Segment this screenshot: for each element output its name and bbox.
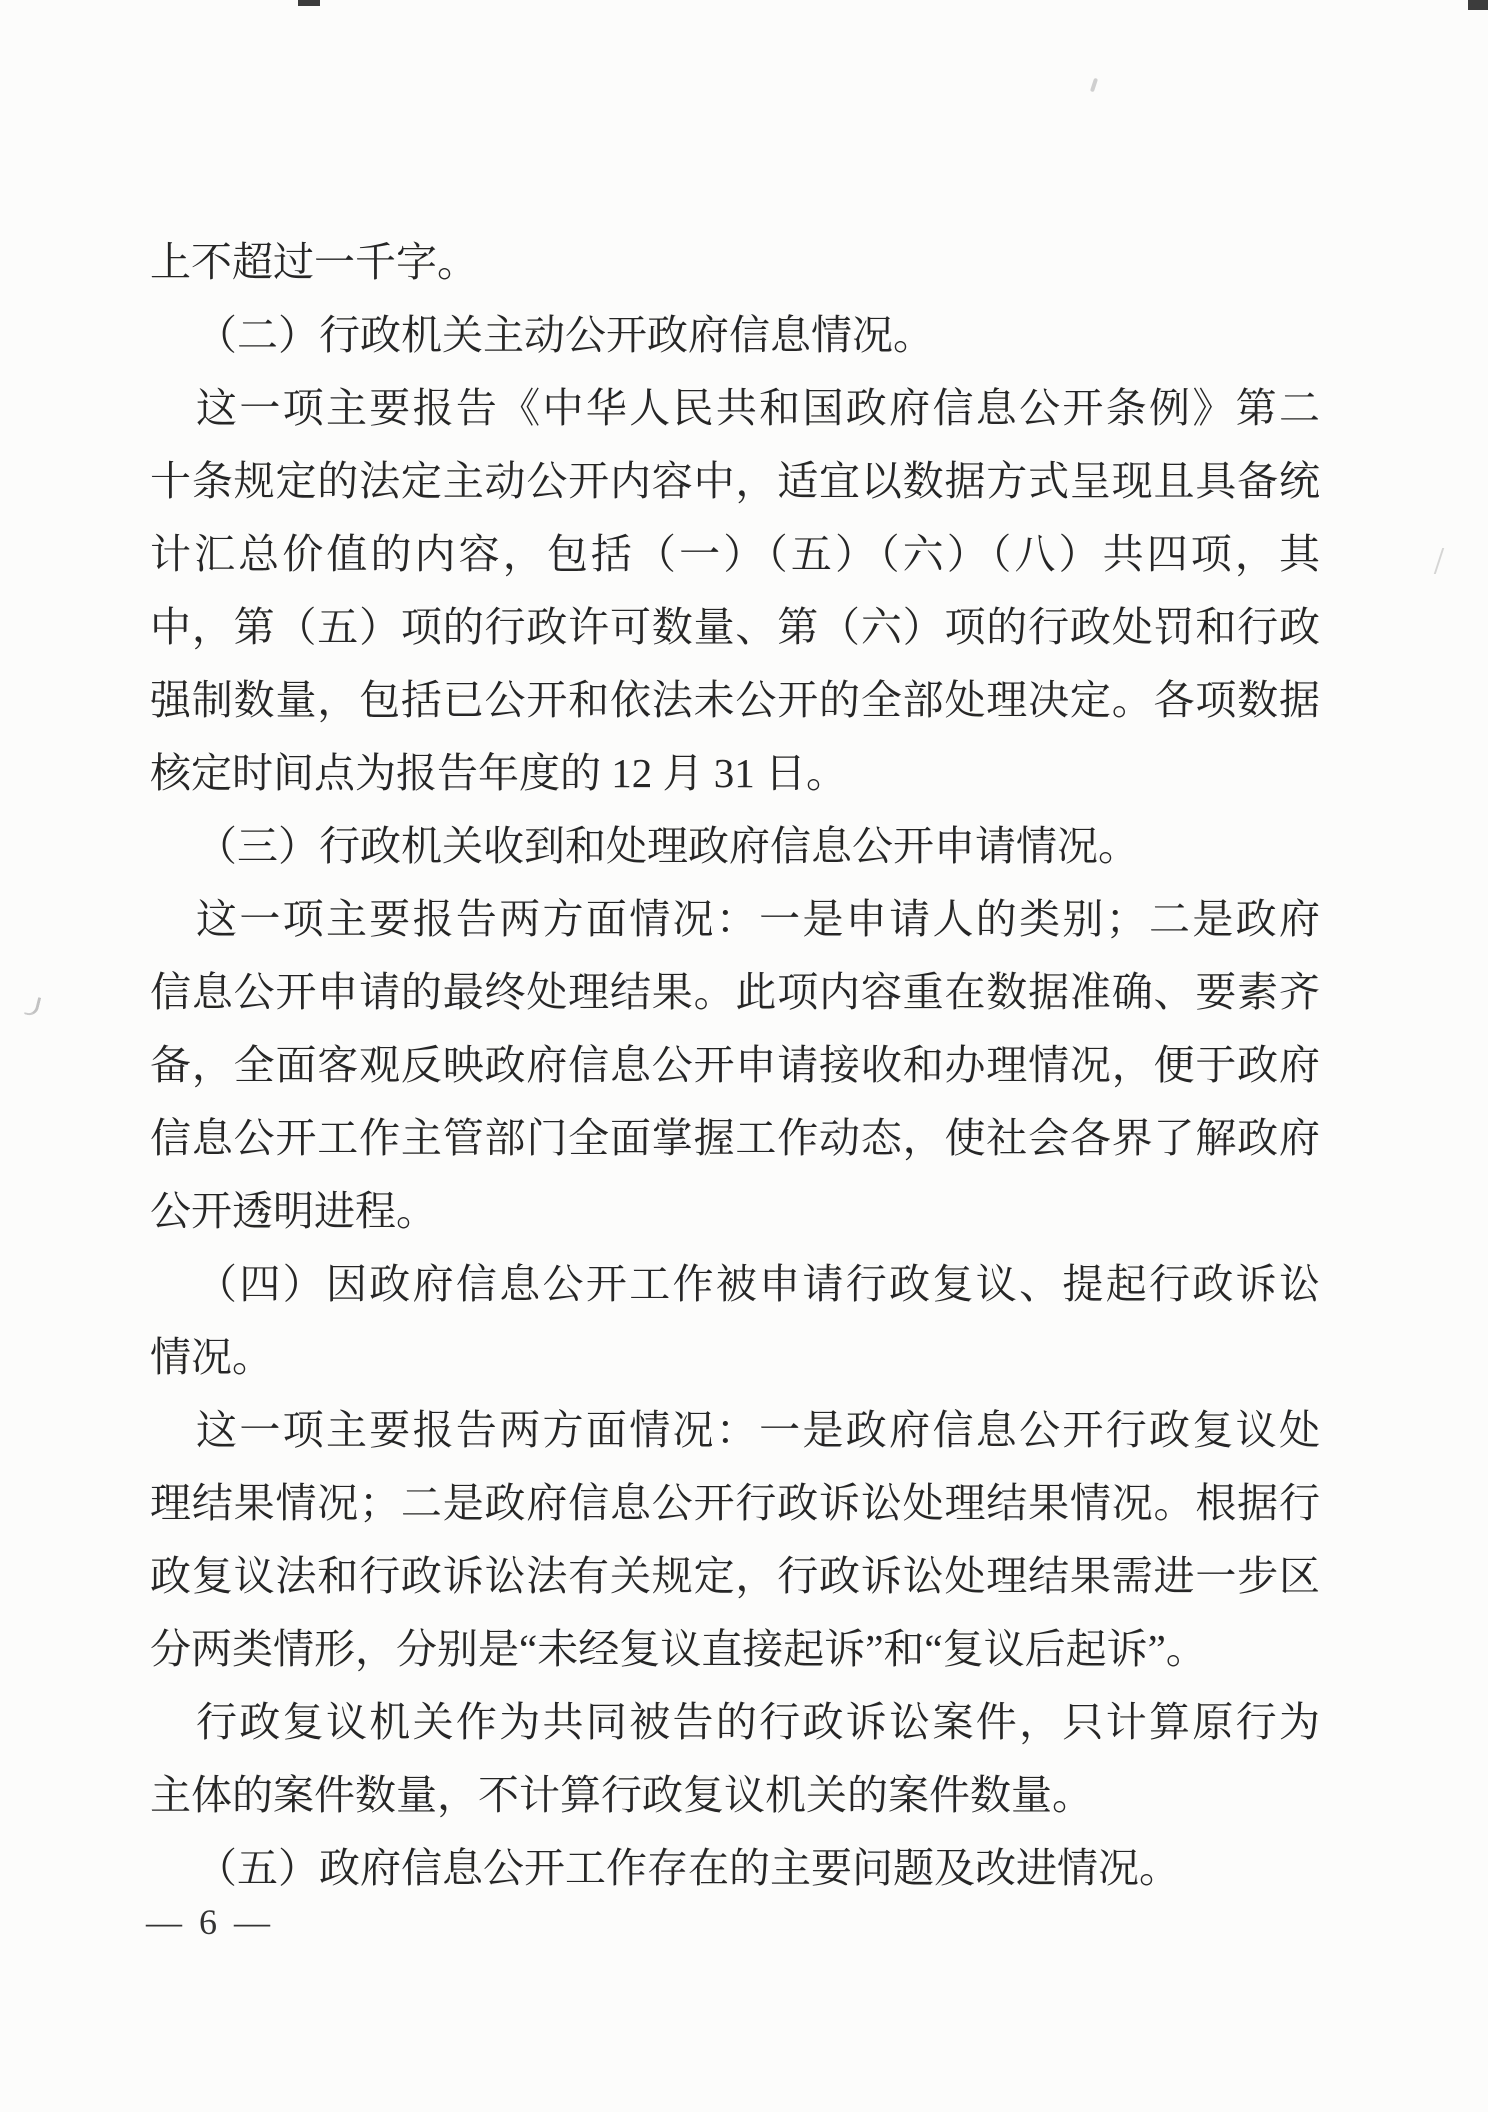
text-line: （三）行政机关收到和处理政府信息公开申请情况。 — [196, 823, 1139, 869]
text-line: 主体的案件数量，不计算行政复议机关的案件数量。 — [150, 1772, 1093, 1818]
text-line: 理结果情况；二是政府信息公开行政诉讼处理结果情况。根据行 — [150, 1480, 1320, 1526]
text-line: 十条规定的法定主动公开内容中，适宜以数据方式呈现且具备统 — [150, 458, 1320, 504]
text-line: 强制数量，包括已公开和依法未公开的全部处理决定。各项数据 — [150, 677, 1320, 723]
scan-artifact-right-mark — [1434, 548, 1456, 574]
text-block — [150, 226, 1320, 1905]
text-line: 情况。 — [150, 1334, 273, 1380]
text-line: 政复议法和行政诉讼法有关规定，行政诉讼处理结果需进一步区 — [150, 1553, 1320, 1599]
text-line: 计汇总价值的内容，包括（一）（五）（六）（八）共四项，其 — [150, 531, 1320, 577]
text-line: （四）因政府信息公开工作被申请行政复议、提起行政诉讼 — [196, 1261, 1320, 1307]
text-line: 行政复议机关作为共同被告的行政诉讼案件，只计算原行为 — [196, 1699, 1320, 1745]
text-line: 备，全面客观反映政府信息公开申请接收和办理情况，便于政府 — [150, 1042, 1320, 1088]
scan-artifact-corner — [1468, 0, 1488, 10]
page-number: — 6 — — [146, 1902, 274, 1942]
text-line: 信息公开工作主管部门全面掌握工作动态，使社会各界了解政府 — [150, 1115, 1320, 1161]
text-line: 上不超过一千字。 — [150, 239, 478, 285]
text-line: 这一项主要报告《中华人民共和国政府信息公开条例》第二 — [196, 385, 1320, 431]
text-line: 公开透明进程。 — [150, 1188, 437, 1234]
text-line: 这一项主要报告两方面情况：一是政府信息公开行政复议处 — [196, 1407, 1320, 1453]
text-line: 核定时间点为报告年度的 12 月 31 日。 — [150, 750, 847, 796]
text-line: （二）行政机关主动公开政府信息情况。 — [196, 312, 934, 358]
scan-artifact-left-mark — [24, 995, 41, 1018]
scan-artifact-quote-mark — [1090, 78, 1098, 93]
text-line: 信息公开申请的最终处理结果。此项内容重在数据准确、要素齐 — [150, 969, 1320, 1015]
text-line: 中，第（五）项的行政许可数量、第（六）项的行政处罚和行政 — [150, 604, 1320, 650]
scan-artifact-top-tick — [298, 0, 320, 6]
text-line: 分两类情形，分别是“未经复议直接起诉”和“复议后起诉”。 — [150, 1626, 1207, 1672]
text-line: 这一项主要报告两方面情况：一是申请人的类别；二是政府 — [196, 896, 1320, 942]
text-line: （五）政府信息公开工作存在的主要问题及改进情况。 — [196, 1845, 1180, 1891]
